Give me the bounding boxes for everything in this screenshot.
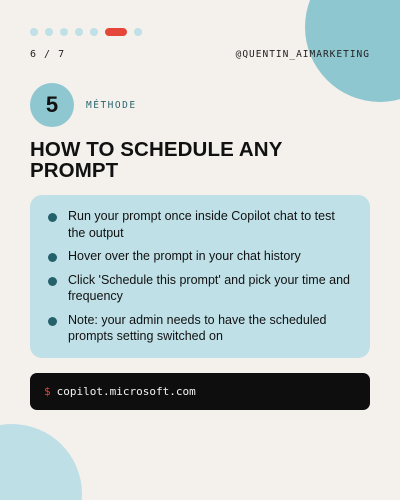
step-number-badge: 5 (30, 83, 74, 127)
progress-dot (60, 28, 68, 36)
list-item (48, 208, 354, 241)
list-item-text: Run your prompt once inside Copilot chat to test the output (68, 209, 335, 240)
list-item (48, 248, 354, 265)
list-item-text: Hover over the prompt in your chat history (68, 249, 301, 263)
steps-card (30, 195, 370, 358)
list-item-text: Note: your admin needs to have the scheduled prompts setting switched on (68, 312, 327, 343)
list-item (48, 312, 354, 345)
list-item (48, 272, 354, 305)
progress-dot (45, 28, 53, 36)
bullet-dot-icon (48, 277, 57, 286)
list-item-text: Click 'Schedule this prompt' and pick your time and frequency (68, 272, 350, 303)
terminal-command: copilot.microsoft.com (56, 385, 196, 398)
terminal-prompt-symbol: $ (44, 385, 51, 398)
bullet-dot-icon (48, 253, 57, 262)
author-handle: @QUENTIN_AIMARKETING (235, 49, 370, 60)
bullet-dot-icon (48, 213, 57, 222)
progress-dot-active (105, 28, 127, 36)
page-title: HOW TO SCHEDULE ANY PROMPT (30, 138, 283, 182)
section-label: MÉTHODE (86, 100, 137, 111)
terminal-url-bar (30, 373, 370, 410)
progress-dot (30, 28, 38, 36)
progress-dot (134, 28, 142, 36)
bullet-dot-icon (48, 317, 57, 326)
progress-dot (75, 28, 83, 36)
slide-counter: 6 / 7 (30, 49, 66, 60)
progress-dots (30, 28, 149, 36)
decorative-circle-bottom-left (0, 424, 82, 500)
progress-dot (90, 28, 98, 36)
